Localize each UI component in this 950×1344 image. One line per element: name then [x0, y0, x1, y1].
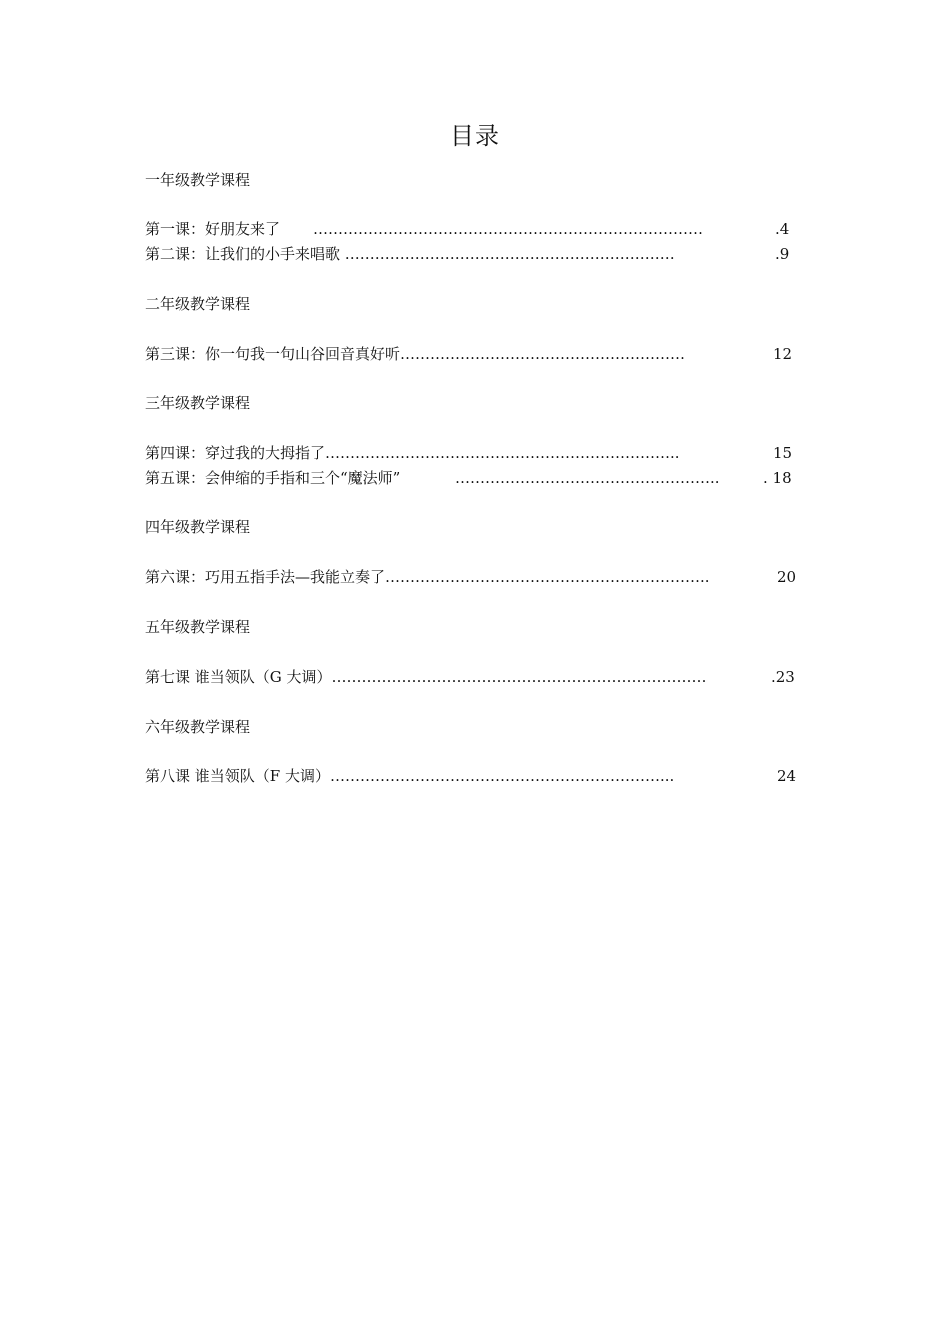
toc-entry-leader: ……………………………………………………….. [385, 568, 710, 586]
toc-entry-label: 第六课：巧用五指手法—我能立奏了 [145, 568, 386, 586]
toc-entry-leader: ………………………………………………………… [344, 245, 675, 263]
toc-entry [145, 468, 795, 488]
toc-entry-page: 15 [773, 444, 793, 462]
section-heading: 三年级教学课程 [145, 394, 251, 412]
toc-entry-label: 第七课 谁当领队（G 大调） [145, 668, 332, 686]
toc-entry-label: 第一课：好朋友来了 [145, 220, 281, 238]
toc-entry-page: .4 [775, 220, 790, 238]
section-heading: 六年级教学课程 [145, 718, 251, 736]
toc-entry-label: 第五课：会伸缩的手指和三个“魔法师” [145, 469, 401, 487]
section-heading: 四年级教学课程 [145, 518, 251, 536]
toc-entry-leader: …………………………………………….. [455, 469, 720, 487]
toc-entry [145, 344, 795, 364]
toc-entry-page: .9 [775, 245, 790, 263]
toc-entry [145, 667, 805, 687]
toc-entry-page: .23 [771, 668, 795, 686]
toc-entry [145, 219, 790, 239]
toc-entry-page: 12 [773, 345, 793, 363]
section-heading: 一年级教学课程 [145, 171, 251, 189]
toc-entry [145, 443, 795, 463]
page-title: 目录 [450, 122, 500, 150]
toc-entry-page: 24 [777, 767, 797, 785]
toc-entry-label: 第二课：让我们的小手来唱歌 [145, 245, 341, 263]
toc-entry-label: 第三课：你一句我一句山谷回音真好听 [145, 345, 401, 363]
section-heading: 二年级教学课程 [145, 295, 251, 313]
toc-entry-page: . 18 [763, 469, 792, 487]
toc-entry [145, 244, 790, 264]
toc-entry-page: 20 [777, 568, 797, 586]
toc-entry [145, 567, 805, 587]
toc-entry-leader: ………………………………………………… [400, 345, 686, 363]
toc-entry-leader: …………………………………………………………………… [313, 220, 703, 238]
toc-entry-label: 第八课 谁当领队（F 大调） [145, 767, 330, 785]
toc-entry-label: 第四课：穿过我的大拇指了 [145, 444, 326, 462]
toc-entry-leader: …………………………………………………………….. [325, 444, 680, 462]
toc-entry [145, 766, 805, 786]
section-heading: 五年级教学课程 [145, 618, 251, 636]
toc-entry-leader: ………………………………………………………………… [331, 668, 707, 686]
toc-entry-leader: …………………………………………………………... [329, 767, 675, 785]
